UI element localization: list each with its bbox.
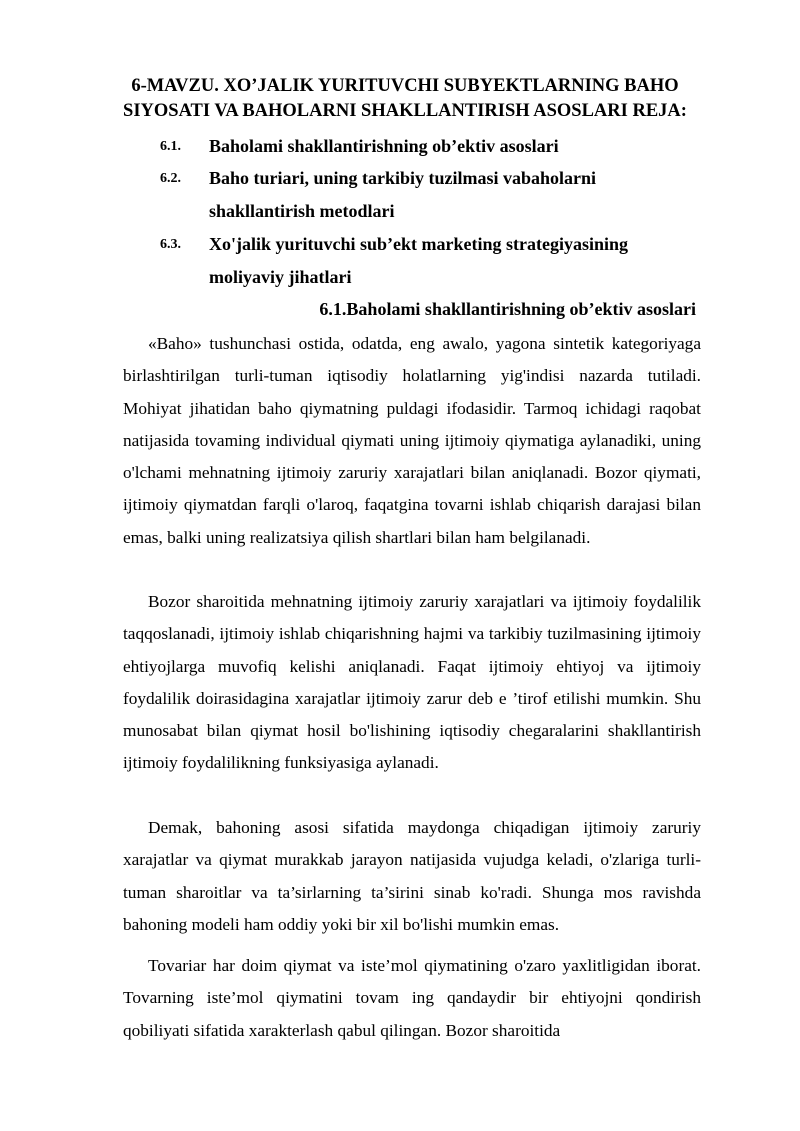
- plan-item-number: 6.1.: [160, 139, 181, 154]
- document-title: 6-MAVZU. XO’JALIK YURITUVCHI SUBYEKTLARNING BAHO SIYOSATI VA BAHOLARNI SHAKLLANTIRISH ASOSLARI REJA:: [123, 76, 687, 121]
- plan-item-number: 6.3.: [160, 237, 181, 252]
- paragraph: Bozor sharoitida mehnatning ijtimoiy zaruriy xarajatlari va ijtimoiy foydalilik taqqoslanadi, ijtimoiy ishlab chiqarishning hajmi va tarkibiy tuzilmasining ijtimoiy ehtiyojlarga muvofiq kelishi aniqlanadi. Faqat ijtimoiy ehtiyoj va ijtimoiy foydalilik doirasidagina xarajatlar ijtimoiy zarur deb e ’tirof etilishi mumkin. Shu munosabat bilan qiymat hosil bo'lishining iqtisodiy chegaralarini shakllantirish ijtimoiy foydalilikning funksiyasiga aylanadi.: [123, 592, 701, 773]
- plan-item-number: 6.2.: [160, 171, 181, 186]
- paragraph: Demak, bahoning asosi sifatida maydonga chiqadigan ijtimoiy zaruriy xarajatlar va qiymat murakkab jarayon natijasida vujudga keladi, o'zlariga turli-tuman sharoitlar va ta’sirlarning ta’sirini sinab ko'radi. Shunga mos ravishda bahoning modeli ham oddiy yoki bir xil bo'lishi mumkin emas.: [123, 818, 701, 934]
- plan-item-text: Baho turiari, uning tarkibiy tuzilmasi vabaholarni shakllantirish metodlari: [209, 168, 597, 221]
- paragraph: «Baho» tushunchasi ostida, odatda, eng awalo, yagona sintetik kategoriyaga birlashtirilgan turli-tuman iqtisodiy holatlarning yig'indisi nazarda tutiladi. Mohiyat jihatidan baho qiymatning puldagi ifodasidir. Tarmoq ichidagi raqobat natijasida tovaming individual qiymati uning ijtimoiy qiymatiga aylanadiki, uning o'lchami mehnatning ijtimoiy zaruriy xarajatlari bilan aniqlanadi. Bozor qiymati, ijtimoiy qiymatdan farqli o'laroq, faqatgina tovarni ishlab chiqarish darajasi bilan emas, balki uning realizatsiya qilish shartlari bilan ham belgilanadi.: [123, 334, 701, 547]
- section-heading: [100, 294, 730, 324]
- section-heading-text: 6.1.Baholami shakllantirishning ob’ektiv asoslari: [319, 299, 696, 319]
- paragraph: Tovariar har doim qiymat va iste’mol qiymatining o'zaro yaxlitligidan iborat. Tovarning iste’mol qiymatini tovam ing qandaydir bir ehtiyojni qondirish qobiliyati sifatida xarakterlash qabul qilingan. Bozor sharoitida: [123, 956, 701, 1040]
- plan-item-text: Baholami shakllantirishning ob’ektiv asoslari: [209, 136, 559, 156]
- plan-item-text: Xo'jalik yurituvchi sub’ekt marketing strategiyasining moliyaviy jihatlari: [209, 234, 629, 287]
